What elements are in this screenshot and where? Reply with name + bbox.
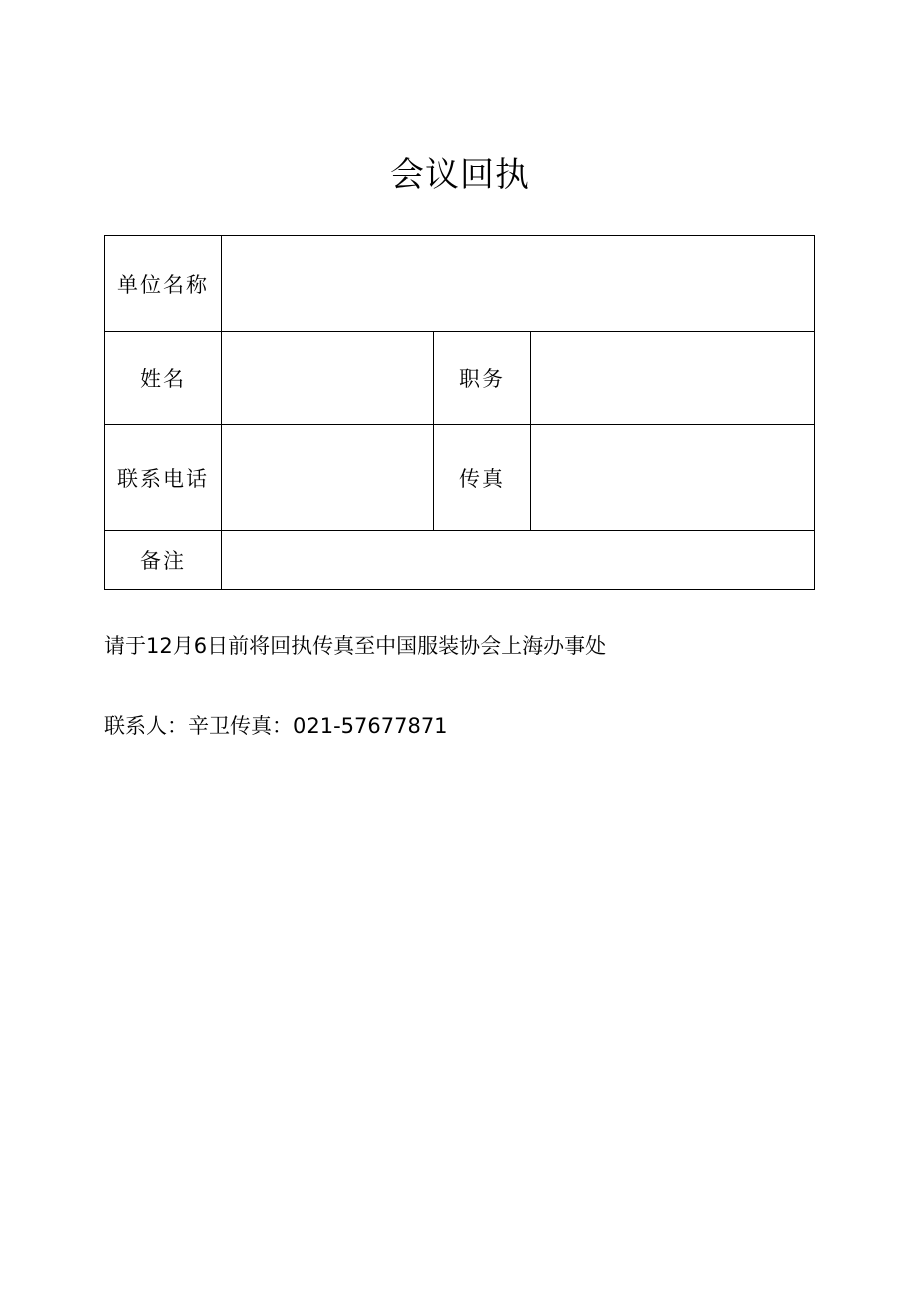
phone-field[interactable] bbox=[222, 425, 434, 531]
table-row-name bbox=[105, 332, 815, 425]
page-title: 会议回执 bbox=[390, 155, 530, 195]
name-label: 姓名 bbox=[105, 332, 222, 425]
remarks-field[interactable] bbox=[222, 531, 815, 590]
table-row-phone bbox=[105, 425, 815, 531]
fax-field[interactable] bbox=[531, 425, 815, 531]
unit-name-label: 单位名称 bbox=[105, 236, 222, 332]
position-field[interactable] bbox=[531, 332, 815, 425]
contact-text: 联系人：辛卫传真：021-57677871 bbox=[104, 714, 448, 738]
unit-name-field[interactable] bbox=[222, 236, 815, 332]
instruction-text: 请于12月6日前将回执传真至中国服装协会上海办事处 bbox=[104, 634, 607, 658]
reply-form-table bbox=[104, 235, 815, 590]
fax-label: 传真 bbox=[434, 425, 531, 531]
position-label: 职务 bbox=[434, 332, 531, 425]
table-row-remarks bbox=[105, 531, 815, 590]
remarks-label: 备注 bbox=[105, 531, 222, 590]
phone-label: 联系电话 bbox=[105, 425, 222, 531]
table-row-unit bbox=[105, 236, 815, 332]
name-field[interactable] bbox=[222, 332, 434, 425]
